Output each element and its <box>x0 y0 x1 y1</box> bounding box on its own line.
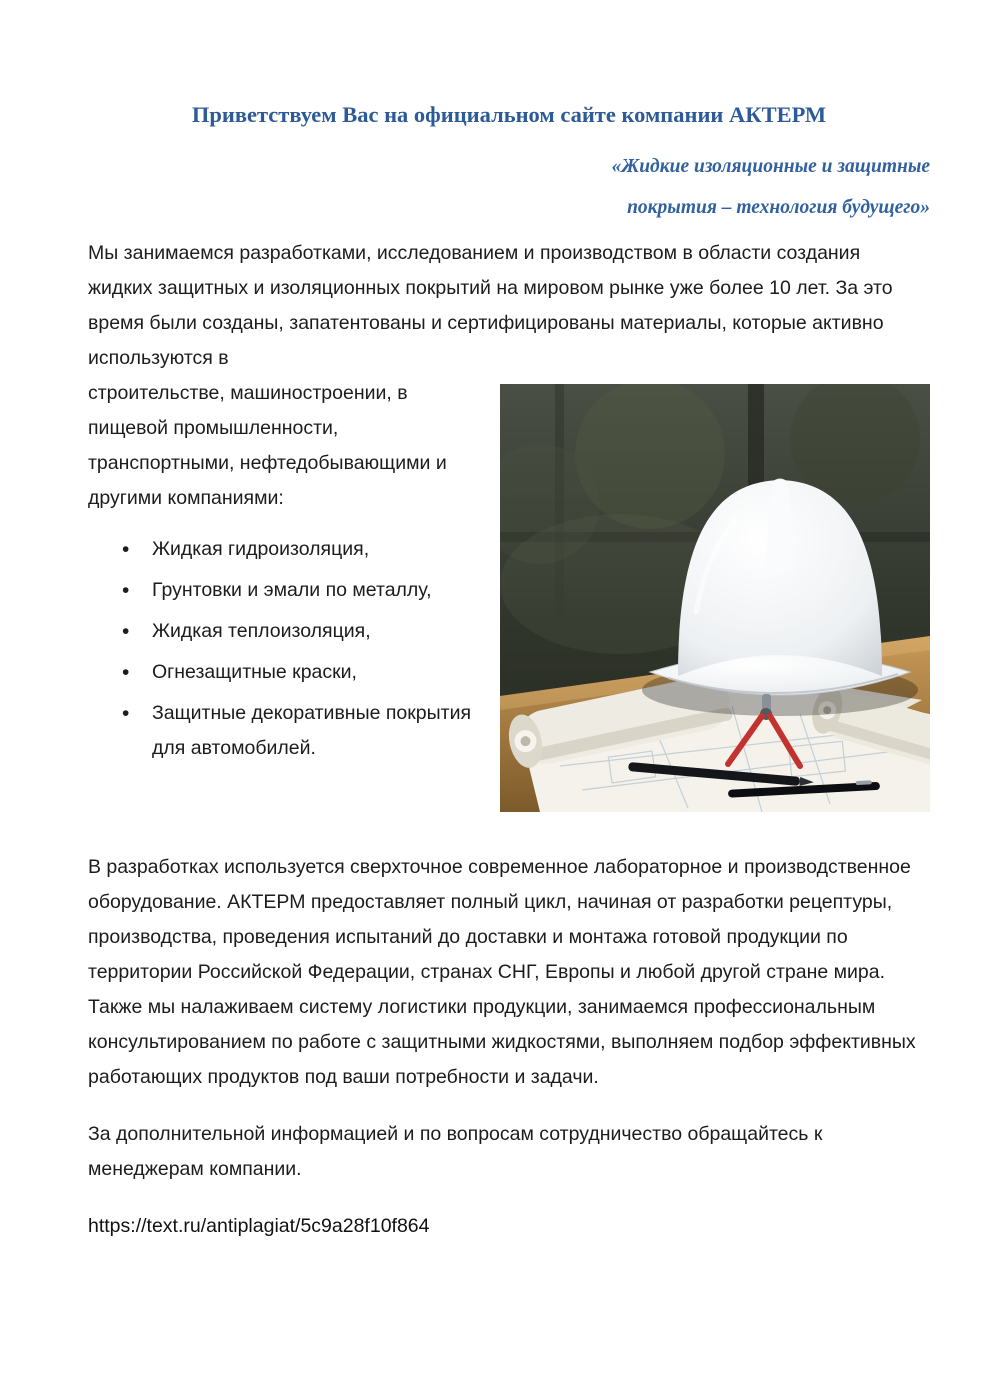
list-item <box>122 573 930 608</box>
intro-paragraph-part2: строительстве, машиностроении, в пищевой промышленности, транспортными, нефтедобывающими и другими компаниями: <box>88 382 447 510</box>
quote-block <box>88 146 930 228</box>
list-item <box>122 614 930 649</box>
list-item-text: Грунтовки и эмали по металлу, <box>152 579 432 602</box>
list-item-text: Защитные декоративные покрытия для автомобилей. <box>152 702 472 760</box>
list-item <box>122 696 930 766</box>
antiplagiat-link[interactable]: https://text.ru/antiplagiat/5c9a28f10f864 <box>88 1215 430 1238</box>
intro-paragraph-part1: Мы занимаемся разработками, исследованием и производством в области создания жидких защитных и изоляционных покрытий на мировом рынке уже более 10 лет. За это время были созданы, запатентованы и сертифицированы материалы, которые активно используются в <box>88 242 893 370</box>
list-item <box>122 532 930 567</box>
quote-line-1: «Жидкие изоляционные и защитные <box>611 156 930 178</box>
list-item-text: Жидкая теплоизоляция, <box>152 620 371 643</box>
page-title: Приветствуем Вас на официальном сайте компании АКТЕРМ <box>191 102 827 127</box>
list-item-text: Огнезащитные краски, <box>152 661 357 684</box>
quote-line-2: покрытия – технология будущего» <box>627 197 930 219</box>
list-item-text: Жидкая гидроизоляция, <box>152 538 370 561</box>
paragraph-contact: За дополнительной информацией и по вопросам сотрудничество обращайтесь к менеджерам компании. <box>88 1123 823 1181</box>
paragraph-capabilities: В разработках используется сверхточное современное лабораторное и производственное оборудование. АКТЕРМ предоставляет полный цикл, начиная от разработки рецептуры, производства, проведения испытаний до доставки и монтажа готовой продукции по территории Российской Федерации, странах СНГ, Европы и любой другой стране мира. Также мы налаживаем систему логистики продукции, занимаемся профессиональным консультированием по работе с защитными жидкостями, выполняем подбор эффективных работающих продуктов под ваши потребности и задачи. <box>88 856 916 1089</box>
list-item <box>122 655 930 690</box>
